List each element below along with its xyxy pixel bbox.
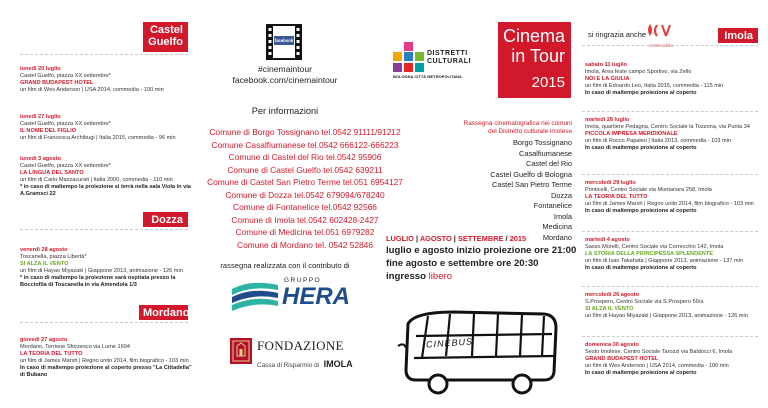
comune-row bbox=[190, 127, 420, 138]
thanks-text: si ringrazia anche bbox=[588, 30, 646, 39]
event-castel-guelfo-2 bbox=[20, 114, 198, 142]
event-info: un film di Wes Anderson | USA 2014, commedia - 100 min bbox=[585, 363, 729, 369]
event-film: LA LINGUA DEL SANTO bbox=[20, 170, 84, 176]
divider bbox=[582, 111, 758, 112]
centro-abita-logo bbox=[644, 22, 678, 46]
comune-tel: tel.0542 679094/678240 bbox=[294, 189, 385, 200]
town-item: Castel Guelfo di Bologna bbox=[490, 169, 572, 179]
comune-name: Comune di Medicina bbox=[235, 227, 312, 237]
event-place: S.Prospero, Centro Sociale via S.Prospero 59/a bbox=[585, 299, 704, 305]
comune-tel: tel.051 6979282 bbox=[314, 227, 375, 237]
event-castel-guelfo-3 bbox=[20, 156, 198, 198]
event-info: un film di Isao Takahata | Giappone 2013, animazione - 137 min bbox=[585, 258, 744, 264]
event-info: un film di Rocco Papaleo | Italia 2013, commedia - 103 min bbox=[585, 138, 732, 144]
town-item: Castel del Rio bbox=[525, 159, 572, 168]
event-castel-guelfo-1 bbox=[20, 66, 198, 94]
tab-castel-guelfo-line1: Castel bbox=[149, 24, 183, 36]
tab-imola-label: Imola bbox=[724, 30, 753, 42]
event-film: LA STORIA DELLA PRINCIPESSA SPLENDENTE bbox=[585, 251, 714, 257]
tab-dozza-label: Dozza bbox=[151, 214, 183, 226]
event-film: SI ALZA IL VENTO bbox=[585, 306, 634, 312]
divider bbox=[20, 229, 188, 230]
divider bbox=[582, 336, 758, 337]
info-title: Per informazioni bbox=[251, 106, 319, 116]
event-date: sabato 11 luglio bbox=[585, 62, 627, 68]
event-place: Toscanella, piazza Libertà* bbox=[20, 254, 87, 260]
comune-row bbox=[190, 152, 420, 163]
comune-name: Comune di Dozza bbox=[225, 189, 292, 200]
town-item: Borgo Tossignano bbox=[512, 138, 572, 147]
fondazione-logo bbox=[230, 338, 353, 369]
event-date: domenica 30 agosto bbox=[585, 342, 639, 348]
comune-tel: tel.0542 602428-2427 bbox=[297, 214, 379, 225]
event-imola bbox=[585, 292, 763, 320]
event-note: * in caso di maltempo la proiezione si terrà nella sala Viola in via A.Gramsci 22 bbox=[20, 184, 191, 197]
event-info: un film di Francesca Archibugi | Italia 2015, commedia - 96 min bbox=[20, 135, 176, 141]
town-item: Fontanelice bbox=[533, 201, 572, 210]
town-item: Casalfiumanese bbox=[519, 148, 572, 158]
event-film: LA TEORIA DEL TUTTO bbox=[585, 194, 648, 200]
cinebus-drawing bbox=[394, 306, 564, 398]
event-info: un film di Carlo Mazzacurati | Italia 2000, commedia - 110 min bbox=[20, 177, 173, 183]
title-year: 2015 bbox=[531, 74, 565, 91]
event-place: Castel Guelfo, piazza XX settembre* bbox=[20, 73, 111, 79]
centro-abita-text: centro abita bbox=[648, 43, 673, 48]
comune-row bbox=[190, 190, 420, 201]
event-date: lunedì 20 luglio bbox=[20, 66, 61, 72]
month-1: LUGLIO bbox=[386, 234, 414, 243]
event-film: SI ALZA IL VENTO bbox=[20, 261, 69, 267]
event-film: NOI E LA GIULIA bbox=[585, 76, 630, 82]
tab-castel-guelfo-line2: Guelfo bbox=[148, 36, 183, 48]
comune-name: Comune di Castel Guelfo bbox=[227, 164, 321, 175]
divider bbox=[582, 174, 758, 175]
facebook-film-icon bbox=[266, 24, 302, 60]
fondazione-name: FONDAZIONE bbox=[257, 338, 344, 353]
tab-mordano-label: Mordano bbox=[143, 307, 190, 319]
event-date: venerdì 28 agosto bbox=[20, 247, 68, 253]
divider bbox=[20, 322, 188, 323]
event-imola bbox=[585, 180, 763, 215]
month-2: AGOSTO bbox=[419, 234, 452, 243]
event-note: In caso di maltempo proiezione al coperto bbox=[585, 208, 697, 214]
event-info: un film di Wes Anderson | USA 2014, commedia - 100 min bbox=[20, 87, 164, 93]
divider bbox=[20, 54, 188, 55]
hera-swoosh-icon bbox=[230, 279, 280, 315]
fondazione-crest-icon bbox=[230, 338, 252, 364]
divider bbox=[582, 231, 758, 232]
tab-imola bbox=[718, 28, 758, 43]
event-date: martedì 28 luglio bbox=[585, 117, 630, 123]
tab-castel-guelfo bbox=[143, 22, 188, 52]
event-info: un film di Hayao Miyazaki | Giappone 2013, animazione - 126 min bbox=[585, 313, 748, 319]
facebook-url: facebook.com/cinemaintour bbox=[232, 75, 338, 85]
divider bbox=[582, 45, 758, 46]
rassegna-line1: Rassegna cinematografica nei comuni bbox=[463, 120, 572, 127]
title-line2: in Tour bbox=[511, 46, 565, 66]
event-date: lunedì 3 agosto bbox=[20, 156, 62, 162]
title-block bbox=[498, 22, 571, 98]
event-date: lunedì 27 luglio bbox=[20, 114, 61, 120]
event-place: Ponticelli, Centro Sociale via Montanara 258, Imola bbox=[585, 187, 712, 193]
rassegna-line2: del Distretto culturale imolese bbox=[488, 128, 572, 135]
comune-row bbox=[190, 165, 420, 176]
event-imola bbox=[585, 342, 763, 377]
event-note: In caso di maltempo proiezione al coperto bbox=[585, 265, 697, 271]
distretti-squares-icon bbox=[393, 42, 425, 72]
event-film: GRAND BUDAPEST HOTEL bbox=[20, 80, 94, 86]
rassegna-block bbox=[434, 120, 572, 243]
comune-tel: tel.0542 95906 bbox=[325, 152, 382, 162]
hera-name: HERA bbox=[282, 283, 351, 310]
town-item: Mordano bbox=[542, 232, 572, 242]
distretti-sub: BOLOGNA CITTÀ METROPOLITANA bbox=[393, 74, 462, 79]
event-imola bbox=[585, 117, 763, 152]
comune-name: Comune di Imola bbox=[231, 214, 295, 225]
distretti-line1: DISTRETTI bbox=[427, 50, 468, 57]
event-film: LA TEORIA DEL TUTTO bbox=[20, 351, 83, 357]
event-note: * in caso di maltempo la proiezione sarà ospitata presso la Bocciofila di Toscanella in via Amendola 1/3 bbox=[20, 275, 176, 288]
event-place: Imola, quartiere Pedagna, Centro Sociale la Tozzona, via Punta 34 bbox=[585, 124, 751, 130]
event-note: In caso di maltempo proiezione al coperto bbox=[585, 90, 697, 96]
town-item: Dozza bbox=[551, 190, 572, 200]
event-info: un film di James Marsh | Regno unito 2014, film biografico - 103 min bbox=[585, 201, 754, 207]
ingresso: ingresso bbox=[386, 271, 426, 282]
schedule-2: fine agosto e settembre ore 20:30 bbox=[386, 258, 539, 269]
comune-tel: tel.0542 666122-666223 bbox=[307, 139, 399, 150]
hashtag: #cinemaintour bbox=[258, 64, 312, 74]
event-info: un film di Edoardo Leo, Italia 2015, commedia - 115 min bbox=[585, 83, 724, 89]
schedule-1: luglio e agosto inizio proiezione ore 21:00 bbox=[386, 245, 577, 256]
event-place: Imola, Area feste campo Sportivo, via Zello bbox=[585, 69, 692, 75]
comune-row bbox=[190, 202, 420, 213]
comune-tel: tel.0542 92566 bbox=[321, 202, 377, 212]
event-note: In caso di maltempo proiezione al coperto presso "La Cittadella" di Bubano bbox=[20, 365, 192, 378]
facebook-label: facebook bbox=[274, 38, 294, 43]
event-date: mercoledì 26 agosto bbox=[585, 292, 640, 298]
comune-name: Comune di Fontanelice bbox=[233, 202, 320, 212]
event-film: GRAND BUDAPEST HOTEL bbox=[585, 356, 659, 362]
event-place: Castel Guelfo, piazza XX settembre* bbox=[20, 163, 111, 169]
comune-name: Comune di Castel San Pietro Terme bbox=[207, 177, 341, 187]
event-place: Castel Guelfo, piazza XX settembre* bbox=[20, 121, 111, 127]
comune-name: Comune di Mordano bbox=[237, 239, 313, 250]
comune-row bbox=[190, 215, 420, 226]
town-item: Castel San Pietro Terme bbox=[492, 180, 572, 189]
bus-text: CINEBUS bbox=[425, 336, 474, 350]
libero: libero bbox=[428, 271, 453, 282]
event-film: IL NOME DEL FIGLIO bbox=[20, 128, 77, 134]
event-place: Mordano, Torrione Sforzesco via Lume 1694 bbox=[20, 344, 130, 350]
event-imola bbox=[585, 62, 763, 97]
event-date: giovedì 27 agosto bbox=[20, 337, 68, 343]
month-3: SETTEMBRE bbox=[457, 234, 504, 243]
comune-tel: tel. 0542 52846 bbox=[315, 239, 373, 250]
comune-name: Comune Casalfiumanese bbox=[211, 139, 306, 150]
comune-tel: tel.0542 639211 bbox=[323, 164, 383, 175]
title-line1: Cinema bbox=[502, 26, 565, 46]
event-film: PICCOLA IMPRESA MERIDIONALE bbox=[585, 131, 678, 137]
fondazione-subline bbox=[257, 354, 353, 372]
event-note: In caso di maltempo proiezione al coperto bbox=[585, 370, 697, 376]
town-item: Imola bbox=[553, 211, 572, 221]
hera-logo bbox=[230, 275, 351, 317]
event-place: Sasso Morelli, Centro Sociale via Correcchio 142, Imola bbox=[585, 244, 724, 250]
comune-name: Comune di Castel del Rio bbox=[228, 152, 324, 162]
event-info: un film di Hayao Miyazaki | Giappone 2013, animazione - 126 min bbox=[20, 268, 183, 274]
hera-top: GRUPPO bbox=[284, 277, 322, 284]
event-place: Sesto Imolese, Centro Sociale Tarozzi via Baldocci 6, Imola bbox=[585, 349, 733, 355]
event-imola bbox=[585, 237, 763, 272]
comune-tel: tel.051 6954127 bbox=[342, 177, 403, 187]
ingresso-line bbox=[386, 271, 452, 282]
event-note: In caso di maltempo proiezione al coperto bbox=[585, 145, 697, 151]
comune-tel: tel.0542 91111/91212 bbox=[321, 127, 401, 137]
event-mordano-1 bbox=[20, 337, 198, 379]
town-item: Medicina bbox=[542, 222, 572, 231]
months-line: LUGLIO | AGOSTO | SETTEMBRE / 2015 bbox=[386, 234, 527, 243]
event-info: un film di James Marsh | Regno unito 2014, film biografico - 103 min bbox=[20, 358, 189, 364]
event-dozza-1 bbox=[20, 247, 198, 289]
contributo-text: rassegna realizzata con il contributo di bbox=[220, 261, 350, 270]
bus-icon bbox=[394, 306, 564, 398]
fondazione-city: IMOLA bbox=[323, 359, 353, 369]
distretti-line2: CULTURALI bbox=[427, 58, 472, 65]
distretti-culturali-logo bbox=[393, 42, 473, 82]
fondazione-sub: Cassa di Risparmio di bbox=[257, 362, 320, 369]
comune-name: Comune di Borgo Tossignano bbox=[209, 127, 320, 137]
tab-dozza bbox=[143, 212, 188, 227]
event-date: mercoledì 29 luglio bbox=[585, 180, 636, 186]
centro-abita-icon bbox=[644, 22, 678, 38]
comune-row bbox=[190, 140, 420, 151]
tab-mordano bbox=[139, 305, 188, 320]
divider bbox=[582, 286, 758, 287]
month-year: 2015 bbox=[509, 234, 527, 243]
towns-list bbox=[434, 138, 572, 243]
event-date: martedì 4 agosto bbox=[585, 237, 630, 243]
comune-row bbox=[190, 177, 420, 188]
